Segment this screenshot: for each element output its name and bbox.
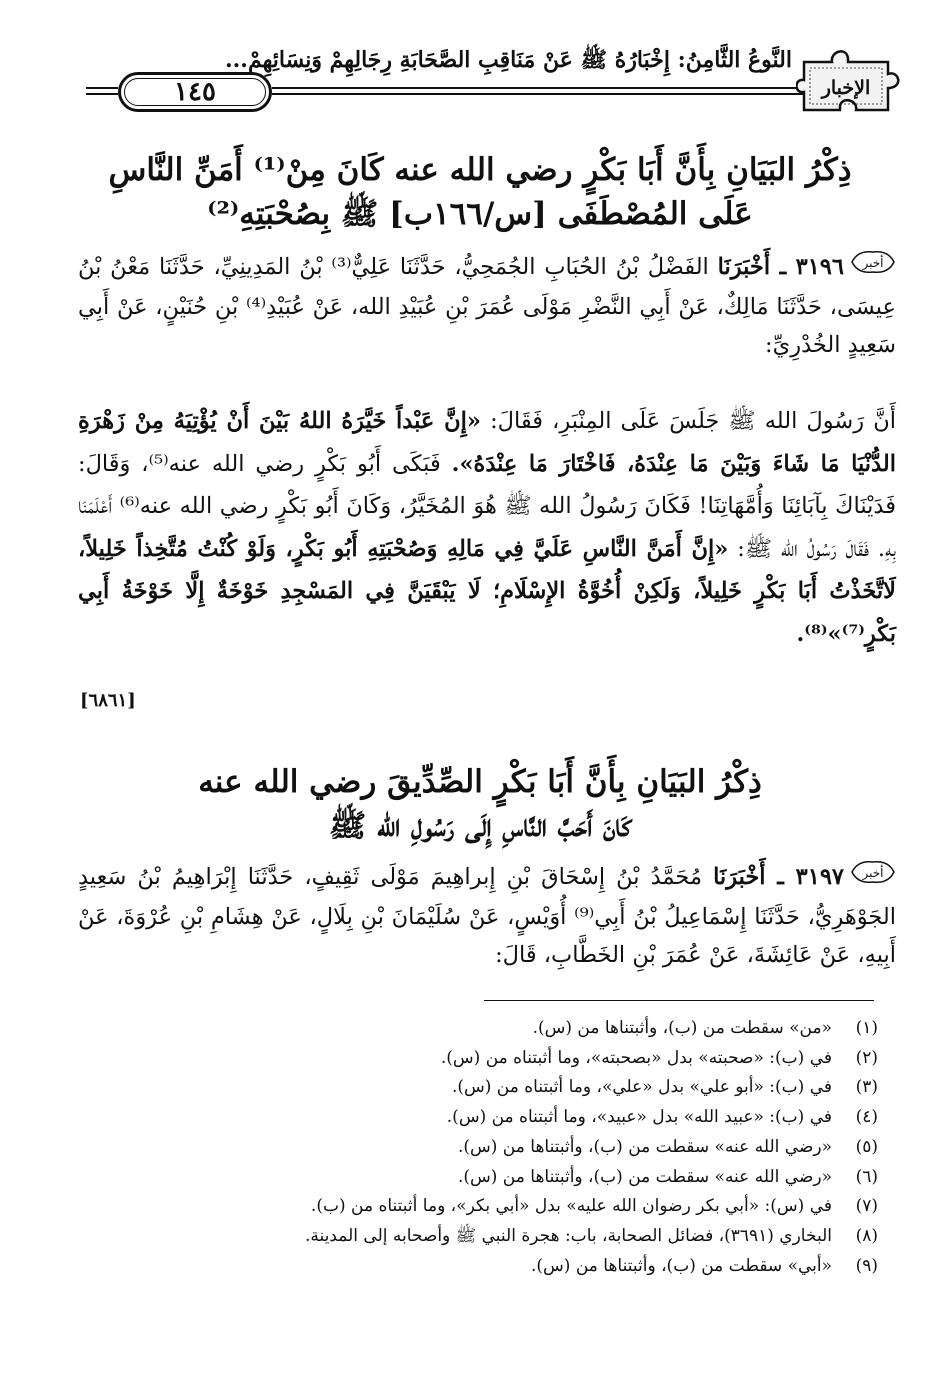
footnote-text: «من» سقطت من (ب)، وأثبتناها من (س). (532, 1018, 832, 1038)
header-rule (272, 93, 812, 95)
puzzle-badge-icon (796, 40, 908, 116)
badge-label: الإخبار (821, 77, 871, 99)
footnote (150, 1252, 878, 1282)
footnote-text: في (س): «أبي بكر رضوان الله عليه» بدل «أبي بكر»، وما أثبتناه من (ب). (310, 1196, 832, 1217)
footnote (150, 1133, 878, 1163)
footnote (150, 1192, 878, 1222)
section-title-line: كَانَ أَحَبَّ النَّاسِ إِلَى رَسُولِ الله ﷺ (328, 808, 632, 844)
hadith-number: ٣١٩٦ ـ أَخْبَرَنَا (717, 254, 844, 280)
akhbar-marker-icon (850, 248, 896, 288)
footnote-number: (٤) (855, 1107, 878, 1128)
footnote-text: «رضي الله عنه» سقطت من (ب)، وأثبتناها من (س). (457, 1136, 832, 1157)
footnote-number: (٢) (855, 1047, 878, 1068)
prophetic-saying: «إِنَّ أَمَنَّ النَّاسِ عَلَيَّ فِي مَالِهِ وَصُحْبَتِهِ أَبُو بَكْرٍ، وَلَوْ كُنْتُ مُتَّخِذاً خَلِيلاً، لَاتَّخَذْتُ أَبَا بَكْرٍ خَلِيلاً، وَلَكِنْ أُخُوَّةُ الإِسْلَامِ؛ لَا يَبْقَيَنَّ فِي المَسْجِدِ خَوْخَةٌ إِلَّا خَوْخَةُ أَبِي بَكْرٍ⁽⁷⁾»⁽⁸⁾. (78, 535, 896, 647)
section-title-line: ذِكْرُ البَيَانِ بِأَنَّ أَبَا بَكْرٍ رضي الله عنه كَانَ مِنْ⁽¹⁾ أَمَنِّ النَّاسِ (108, 152, 852, 188)
section-title-line: عَلَى المُصْطَفَى [س/١٦٦ب] ﷺ بِصُحْبَتِهِ⁽²⁾ (207, 196, 753, 232)
page-header (78, 40, 908, 116)
hadith-matn (78, 400, 896, 655)
prophetic-saying: «إِنَّ عَبْداً خَيَّرَهُ اللهُ بَيْنَ أَنْ يُؤْتِيَهُ مِنْ زَهْرَةِ الدُّنْيَا مَا شَاءَ وَبَيْنَ مَا عِنْدَهُ، فَاخْتَارَ مَا عِنْدَهُ». (78, 408, 896, 477)
footnote-text: «أبي» سقطت من (ب)، وأثبتناها من (س). (531, 1255, 832, 1276)
matn-text: فَبَكَى أَبُو بَكْرٍ رضي الله عنه⁽⁵⁾، وَقَالَ: فَدَيْنَاكَ بِآبَائِنَا وَأُمَّهَاتِنَا! فَكَانَ رَسُولُ الله ﷺ هُوَ المُخَيَّرُ، وَكَانَ أَبُو بَكْرٍ رضي الله عنه⁽⁶⁾ أَعْلَمَنَا بِهِ. فَقَالَ رَسُولُ الله ﷺ: (78, 450, 896, 562)
footnote (150, 1163, 878, 1193)
isnad-text: مُحَمَّدُ بْنُ إِسْحَاقَ بْنِ إِبراهِيمَ مَوْلَى ثَقِيفٍ، حَدَّثَنَا إِبْرَاهِيمُ بْنُ سَعِيدٍ الجَوْهَرِيُّ، حَدَّثَنَا إِسْمَاعِيلُ بْنُ أَبِي⁽⁹⁾ أُوَيْسٍ، عَنْ سُلَيْمَانَ بْنِ بِلَالٍ، عَنْ هِشَامِ بْنِ عُرْوَةَ، عَنْ أَبِيهِ، عَنْ عَائِشَةَ، عَنْ عُمَرَ بْنِ الخَطَّابِ، قَالَ: (78, 864, 896, 968)
footnote (150, 1014, 878, 1044)
footnote-number: (٩) (855, 1255, 878, 1276)
akhbar-marker-label: أخبر (862, 866, 884, 880)
isnad-text: الفَضْلُ بْنُ الحُبَابِ الجُمَحِيُّ، حَدَّثَنَا عَلِيٌّ⁽³⁾ بْنُ المَدِينِيِّ، حَدَّثَنَا مَعْنُ بْنُ عِيسَى، حَدَّثَنَا مَالِكٌ، عَنْ أَبِي النَّضْرِ مَوْلَى عُمَرَ بْنِ عُبَيْدِ الله، عَنْ عُبَيْدِ⁽⁴⁾ بْنِ حُنَيْنٍ، عَنْ أَبِي سَعِيدٍ الخُدْرِيِّ: (78, 254, 896, 358)
footnote (150, 1044, 878, 1074)
running-title: النَّوعُ الثَّامِنُ: إِخْبَارُهُ ﷺ عَنْ مَنَاقِبِ الصَّحَابَةِ رِجَالِهِمْ وَنِسَائِهِمْ... (224, 47, 792, 73)
footnote (150, 1073, 878, 1103)
section-title-line: ذِكْرُ البَيَانِ بِأَنَّ أَبَا بَكْرٍ الصِّدِّيقَ رضي الله عنه (198, 764, 762, 800)
footnote-number: (٧) (855, 1196, 878, 1217)
header-rule (272, 87, 812, 89)
footnote-number: (٨) (855, 1225, 878, 1246)
footnote-number: (٣) (855, 1077, 878, 1098)
hadith-isnad (78, 858, 896, 974)
footnote-number: (٥) (855, 1136, 878, 1157)
header-rule (86, 93, 118, 95)
hadith-isnad (78, 248, 896, 364)
footnote-text: في (ب): «أبو علي» بدل «علي»، وما أثبتناه من (س). (451, 1077, 832, 1098)
footnote-text: البخاري (٣٦٩١)، فضائل الصحابة، باب: هجرة النبي ﷺ وأصحابه إلى المدينة. (304, 1225, 832, 1246)
page-number: ١٤٥ (174, 77, 216, 107)
hadith-reference: [٦٨٦١] (80, 690, 136, 711)
footnotes (150, 1014, 878, 1281)
akhbar-marker-icon (850, 858, 896, 898)
footnote-separator (484, 1000, 874, 1001)
matn-text: أَنَّ رَسُولَ الله ﷺ جَلَسَ عَلَى المِنْبَرِ، فَقَالَ: (490, 408, 896, 434)
footnote-number: (٦) (855, 1166, 878, 1187)
footnote-number: (١) (855, 1018, 878, 1038)
footnote-text: في (ب): «عبيد الله» بدل «عبيد»، وما أثبتناه من (س). (446, 1107, 832, 1128)
akhbar-marker-label: أخبر (862, 256, 884, 270)
page-number-box (118, 72, 272, 112)
hadith-number: ٣١٩٧ ـ أَخْبَرَنَا (713, 864, 844, 890)
footnote (150, 1103, 878, 1133)
footnote-text: «رضي الله عنه» سقطت من (ب)، وأثبتناها من (س). (457, 1166, 832, 1187)
section-title (70, 148, 890, 236)
header-rule (86, 87, 118, 89)
section-title (70, 760, 890, 848)
footnote-text: في (ب): «صحبته» بدل «بصحبته»، وما أثبتناه من (س). (440, 1047, 832, 1068)
footnote (150, 1222, 878, 1252)
